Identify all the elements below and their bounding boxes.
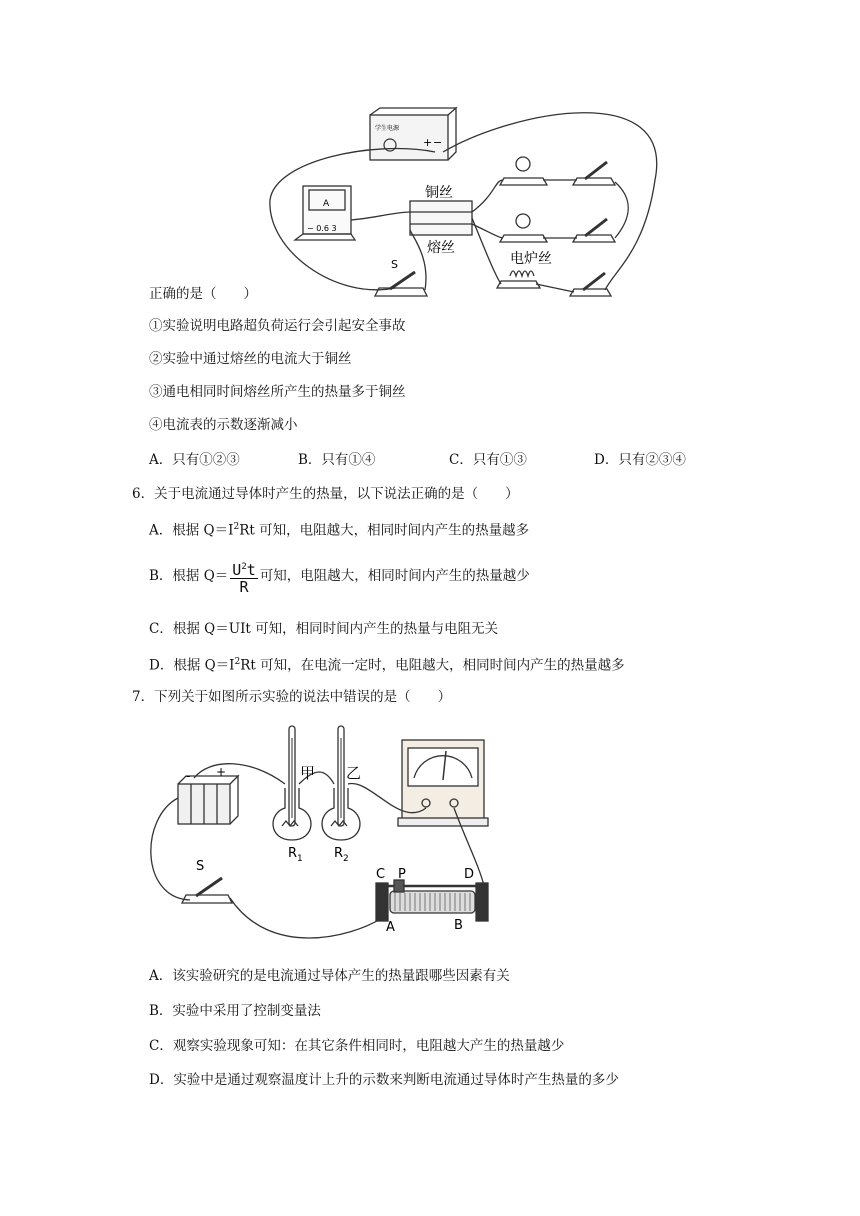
formula-fraction: $\frac{U^2t}{R}$ — [232, 560, 256, 596]
q7-stem: 7．下列关于如图所示实验的说法中错误的是（ ） — [132, 689, 452, 705]
fuse-wire-label: 熔丝 — [427, 240, 455, 256]
rheostat-b-label: B — [454, 918, 463, 933]
thermometer-jia-label: 甲 — [300, 764, 316, 782]
r2-label: $R_2$ — [334, 846, 349, 864]
switch-label: S — [391, 258, 398, 271]
supply-minus: − — [433, 136, 443, 149]
switch-s-label: S — [196, 859, 205, 874]
rheostat-d-label: D — [464, 867, 475, 882]
thermometer-yi-label: 乙 — [346, 764, 362, 782]
q5-option-a[interactable]: A．只有①②③ — [149, 452, 240, 468]
figure-fuse-circuit — [255, 100, 675, 300]
heater-wire-label: 电炉丝 — [510, 251, 552, 267]
q5-statement-3: ③通电相同时间熔丝所产生的热量多于铜丝 — [149, 384, 406, 400]
battery-minus-label: - — [186, 769, 191, 783]
q5-option-d[interactable]: D．只有②③④ — [594, 452, 686, 468]
rheostat-c-label: C — [376, 867, 386, 882]
r1-label: $R_1$ — [288, 846, 303, 864]
q5-option-c[interactable]: C．只有①③ — [449, 452, 527, 468]
supply-plus: + — [423, 136, 433, 149]
q6-stem: 6．关于电流通过导体时产生的热量，以下说法正确的是（ ） — [132, 486, 519, 502]
supply-label: 学生电源 — [375, 125, 400, 132]
q5-stem-tail: 正确的是（ ） — [149, 286, 257, 302]
ammeter-label: A — [323, 199, 330, 209]
copper-wire-label: 铜丝 — [425, 185, 453, 201]
ammeter-scale: − 0.6 3 — [307, 224, 337, 233]
q7-option-c[interactable]: C．观察实验现象可知：在其它条件相同时，电阻越大产生的热量越少 — [149, 1038, 565, 1054]
q6-option-a[interactable]: A．根据 $Q=I^2Rt$ 可知，电阻越大，相同时间内产生的热量越多 — [149, 522, 530, 539]
q5-statement-1: ①实验说明电路超负荷运行会引起安全事故 — [149, 318, 406, 334]
q5-statement-2: ②实验中通过熔丝的电流大于铜丝 — [149, 351, 352, 367]
rheostat-p-label: P — [398, 867, 406, 882]
q5-statement-4: ④电流表的示数逐渐减小 — [149, 417, 298, 433]
battery-plus-label: + — [216, 765, 227, 779]
rheostat-a-label: A — [386, 920, 395, 935]
q7-option-a[interactable]: A．该实验研究的是电流通过导体产生的热量跟哪些因素有关 — [149, 968, 510, 984]
q7-option-d[interactable]: D．实验中是通过观察温度计上升的示数来判断电流通过导体时产生热量的多少 — [149, 1072, 619, 1088]
figure-joule-heating-experiment — [150, 718, 510, 948]
q6-option-c[interactable]: C．根据 Q＝UIt 可知，相同时间内产生的热量与电阻无关 — [149, 621, 499, 637]
q6-option-d[interactable]: D．根据 $Q=I^2Rt$ 可知，在电流一定时，电阻越大，相同时间内产生的热量越多 — [149, 657, 625, 674]
q7-option-b[interactable]: B．实验中采用了控制变量法 — [149, 1003, 321, 1019]
q6-option-b[interactable]: B．根据 Q＝ $\frac{U^2t}{R}$ 可知，电阻越大，相同时间内产生的热量越少 — [149, 560, 530, 596]
q5-option-b[interactable]: B．只有①④ — [298, 452, 376, 468]
